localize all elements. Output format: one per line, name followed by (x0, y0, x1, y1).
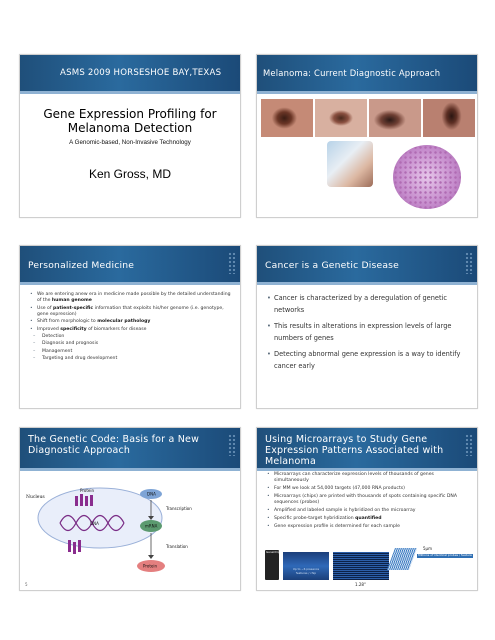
features-label: Up to ~6 presence features / chip (292, 567, 320, 575)
slide-title (19, 54, 241, 218)
slide-header-band (257, 246, 477, 282)
bullet-list (267, 292, 469, 375)
sub-bullet-item: – Targeting and drug development (30, 356, 232, 362)
slide-header-band (257, 55, 477, 91)
slide-melanoma-diagnostic (256, 54, 478, 218)
histology-image (393, 145, 461, 209)
bullet-item: • Improved specificity of biomarkers for disease (30, 327, 232, 333)
label-protein-top: Protein (80, 488, 95, 493)
bullet-item: • Cancer is characterized by a deregulation of genetic networks (267, 292, 469, 317)
label-dna-center: DNA (147, 491, 156, 497)
sub-bullet-item: – Detection (30, 334, 232, 340)
slide-title-text: The Genetic Code: Basis for a New Diagnostic Approach (28, 434, 200, 456)
genechip-label: GeneChip (266, 550, 280, 554)
label-translation: Translation (166, 544, 188, 549)
presentation-subtitle: A Genomic-based, Non-Invasive Technology (69, 139, 191, 146)
slide-personalized-medicine (19, 245, 241, 409)
presenter-name: Ken Gross, MD (88, 167, 172, 181)
slide-title-text: Cancer is a Genetic Disease (265, 260, 399, 271)
slide-header-band (20, 55, 240, 91)
protein-cluster-bottom (68, 540, 81, 554)
chip-size-label: 1.28" (355, 582, 366, 587)
bullet-item: • Specific probe-target hybridization quantified (267, 516, 469, 522)
probes-label: Millions of identical probes / feature (418, 553, 472, 557)
conference-label: ASMS 2009 HORSESHOE BAY,TEXAS (60, 68, 222, 78)
dna-to-protein-diagram (20, 468, 240, 590)
bullet-item: • Microarrays (chips) are printed with thousands of spots containing specific DNA sequences (probes) (267, 494, 469, 506)
bullet-item: • For MM we look at 54,000 targets (47,000 RNA products) (267, 486, 469, 492)
presentation-title: Gene Expression Profiling for Melanoma Detection (43, 107, 217, 135)
bullet-list (30, 292, 232, 364)
slide-microarrays (256, 427, 478, 591)
bullet-item: • Gene expression profile is determined for each sample (267, 524, 469, 530)
microarray-image (283, 552, 329, 580)
slide-header-band (20, 246, 240, 282)
slide-title-text: Melanoma: Current Diagnostic Approach (263, 68, 441, 78)
microarray-zoom (333, 552, 389, 580)
label-nucleus: Nucleus (26, 495, 45, 500)
slide-title-text: Personalized Medicine (28, 260, 135, 271)
lesion-photo-2 (315, 99, 367, 137)
bullet-item: • Detecting abnormal gene expression is a way to identify cancer early (267, 348, 469, 373)
label-transcription: Transcription (166, 506, 192, 511)
page-number: 5 (25, 582, 28, 587)
slide-header-band (20, 428, 240, 468)
sub-bullet-item: – Diagnosis and prognosis (30, 341, 232, 347)
label-mrna: mRNA (145, 523, 158, 529)
lesion-photo-3 (369, 99, 421, 137)
probe-spot-image (387, 548, 417, 570)
label-protein-bottom: Protein (143, 563, 158, 569)
slide-cancer-genetic (256, 245, 478, 409)
bullet-item: • Shift from morphologic to molecular pathology (30, 319, 232, 325)
bullet-item: • Amplified and labeled sample is hybridized on the microarray (267, 508, 469, 514)
lesion-photo-4 (423, 99, 475, 137)
bullet-item: • This results in alterations in expression levels of large numbers of genes (267, 320, 469, 345)
genechip-cartridge (265, 550, 279, 580)
bullet-item: • Microarrays can characterize expression levels of thousands of genes simultaneously (267, 472, 469, 484)
bullet-item: • Use of patient-specific information that exploits his/her genome (i.e. genotype, gene expression) (30, 306, 232, 318)
sub-bullet-item: – Management (30, 349, 232, 355)
lesion-photo-1 (261, 99, 313, 137)
spot-size-label: 5μm (423, 546, 432, 551)
bullet-item: • We are entering anew era in medicine made possible by the detailed understanding of the human genome (30, 292, 232, 304)
bullet-list (267, 472, 469, 532)
slide-title-text: Using Microarrays to Study Gene Expression Patterns Associated with Melanoma (265, 434, 444, 467)
slide-header-band (257, 428, 477, 468)
biopsy-photo (327, 141, 373, 187)
label-dna-left: DNA (90, 521, 99, 526)
slide-genetic-code (19, 427, 241, 591)
